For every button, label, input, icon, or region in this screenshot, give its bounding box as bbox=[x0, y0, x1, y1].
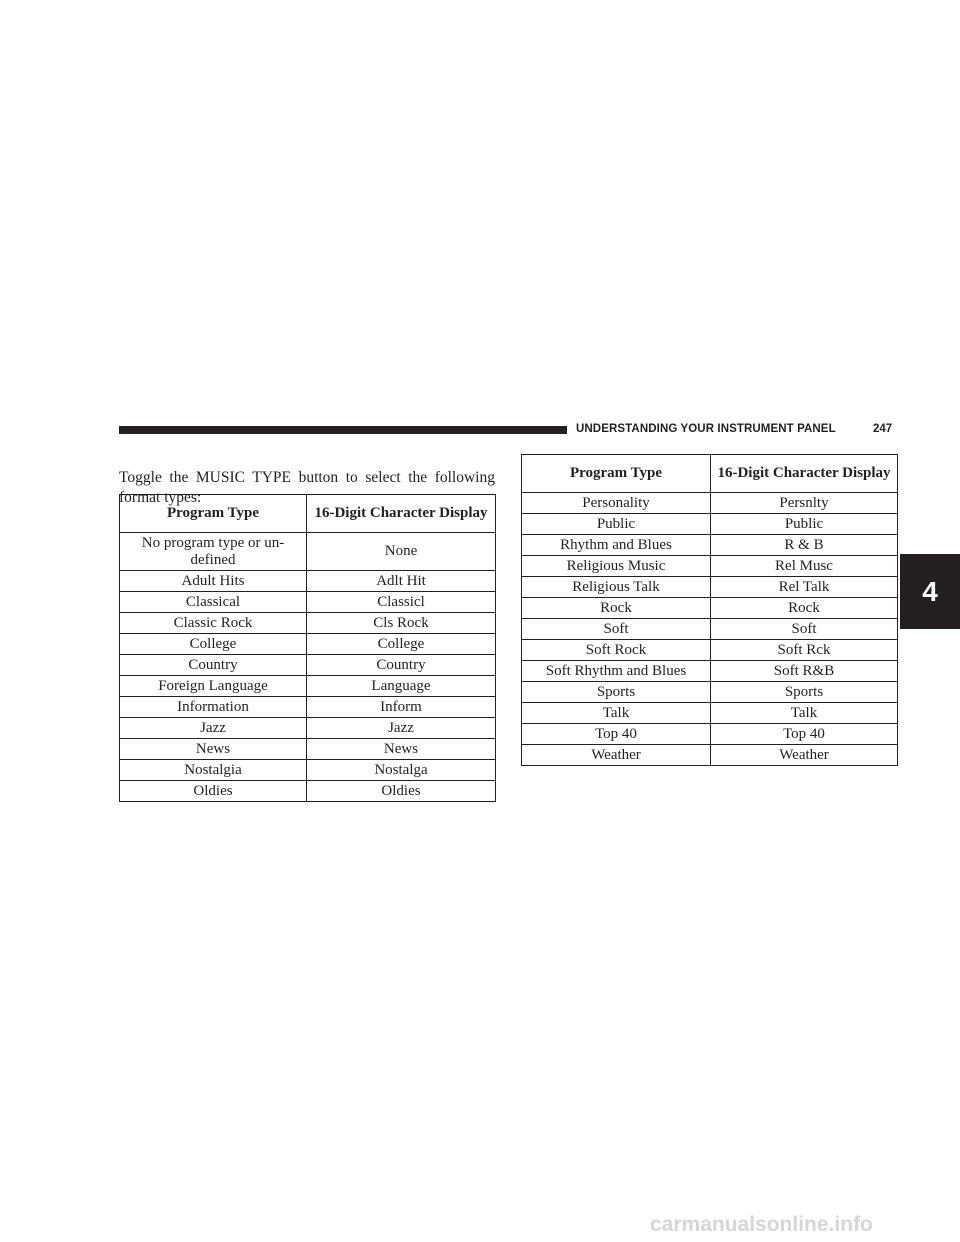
page-number: 247 bbox=[873, 423, 893, 435]
program-type-cell: News bbox=[120, 739, 307, 760]
display-cell: Nostalga bbox=[307, 760, 496, 781]
program-type-cell: Public bbox=[522, 514, 711, 535]
display-cell: College bbox=[307, 634, 496, 655]
table-row bbox=[120, 571, 496, 592]
program-type-cell: Soft Rhythm and Blues bbox=[522, 661, 711, 682]
column-header-display: 16-Digit Character Display bbox=[711, 455, 898, 493]
display-cell: Cls Rock bbox=[307, 613, 496, 634]
table-row bbox=[522, 703, 898, 724]
table-row bbox=[120, 781, 496, 802]
display-cell: Classicl bbox=[307, 592, 496, 613]
display-cell: Weather bbox=[711, 745, 898, 766]
table-row bbox=[522, 682, 898, 703]
program-type-cell: Oldies bbox=[120, 781, 307, 802]
program-type-cell: Classical bbox=[120, 592, 307, 613]
program-type-cell: Country bbox=[120, 655, 307, 676]
display-cell: Soft R&B bbox=[711, 661, 898, 682]
table-row bbox=[120, 655, 496, 676]
program-type-cell: Rock bbox=[522, 598, 711, 619]
program-type-cell: Information bbox=[120, 697, 307, 718]
display-cell: Country bbox=[307, 655, 496, 676]
program-type-table-left bbox=[119, 494, 496, 802]
table-row bbox=[522, 619, 898, 640]
table-row bbox=[522, 535, 898, 556]
program-type-cell: Weather bbox=[522, 745, 711, 766]
table-row bbox=[120, 634, 496, 655]
table-row bbox=[120, 739, 496, 760]
chapter-tab bbox=[900, 554, 960, 629]
table-row bbox=[120, 676, 496, 697]
display-cell: Public bbox=[711, 514, 898, 535]
program-type-cell: Nostalgia bbox=[120, 760, 307, 781]
display-cell: Persnlty bbox=[711, 493, 898, 514]
display-cell: Rel Musc bbox=[711, 556, 898, 577]
program-type-cell: Sports bbox=[522, 682, 711, 703]
program-type-cell: Jazz bbox=[120, 718, 307, 739]
table-row bbox=[522, 661, 898, 682]
display-cell: Adlt Hit bbox=[307, 571, 496, 592]
intro-paragraph: Toggle the MUSIC TYPE button to select the following format types: bbox=[119, 468, 495, 506]
display-cell: Rock bbox=[711, 598, 898, 619]
display-cell: R & B bbox=[711, 535, 898, 556]
program-type-cell: Adult Hits bbox=[120, 571, 307, 592]
table-row bbox=[120, 697, 496, 718]
display-cell: Oldies bbox=[307, 781, 496, 802]
display-cell: Soft bbox=[711, 619, 898, 640]
table-row bbox=[522, 745, 898, 766]
column-header-program-type: Program Type bbox=[522, 455, 711, 493]
program-type-cell: No program type or un-defined bbox=[120, 533, 307, 571]
watermark-text: carmanualsonline.info bbox=[650, 1213, 873, 1236]
program-type-cell: Rhythm and Blues bbox=[522, 535, 711, 556]
table-row bbox=[120, 533, 496, 571]
program-type-cell: Soft Rock bbox=[522, 640, 711, 661]
display-cell: Inform bbox=[307, 697, 496, 718]
display-cell: Talk bbox=[711, 703, 898, 724]
program-type-cell: Religious Music bbox=[522, 556, 711, 577]
table-row bbox=[120, 613, 496, 634]
table-row bbox=[522, 514, 898, 535]
table-row bbox=[522, 556, 898, 577]
table-row bbox=[522, 640, 898, 661]
table-row bbox=[522, 493, 898, 514]
display-cell: Top 40 bbox=[711, 724, 898, 745]
program-type-cell: Personality bbox=[522, 493, 711, 514]
program-type-cell: College bbox=[120, 634, 307, 655]
table-row bbox=[120, 718, 496, 739]
program-type-cell: Religious Talk bbox=[522, 577, 711, 598]
table-row bbox=[522, 577, 898, 598]
running-header-title: UNDERSTANDING YOUR INSTRUMENT PANEL bbox=[576, 423, 836, 435]
display-cell: None bbox=[307, 533, 496, 571]
program-type-cell: Soft bbox=[522, 619, 711, 640]
table-row bbox=[522, 598, 898, 619]
program-type-table-right bbox=[521, 454, 898, 766]
program-type-cell: Top 40 bbox=[522, 724, 711, 745]
display-cell: Language bbox=[307, 676, 496, 697]
program-type-cell: Talk bbox=[522, 703, 711, 724]
header-rule bbox=[119, 426, 567, 434]
display-cell: Soft Rck bbox=[711, 640, 898, 661]
table-row bbox=[120, 760, 496, 781]
program-type-cell: Classic Rock bbox=[120, 613, 307, 634]
column-header-display: 16-Digit Character Display bbox=[307, 495, 496, 533]
display-cell: News bbox=[307, 739, 496, 760]
column-header-program-type: Program Type bbox=[120, 495, 307, 533]
table-row bbox=[522, 724, 898, 745]
program-type-cell: Foreign Language bbox=[120, 676, 307, 697]
table-row bbox=[120, 592, 496, 613]
chapter-number: 4 bbox=[922, 575, 938, 607]
display-cell: Rel Talk bbox=[711, 577, 898, 598]
display-cell: Sports bbox=[711, 682, 898, 703]
display-cell: Jazz bbox=[307, 718, 496, 739]
